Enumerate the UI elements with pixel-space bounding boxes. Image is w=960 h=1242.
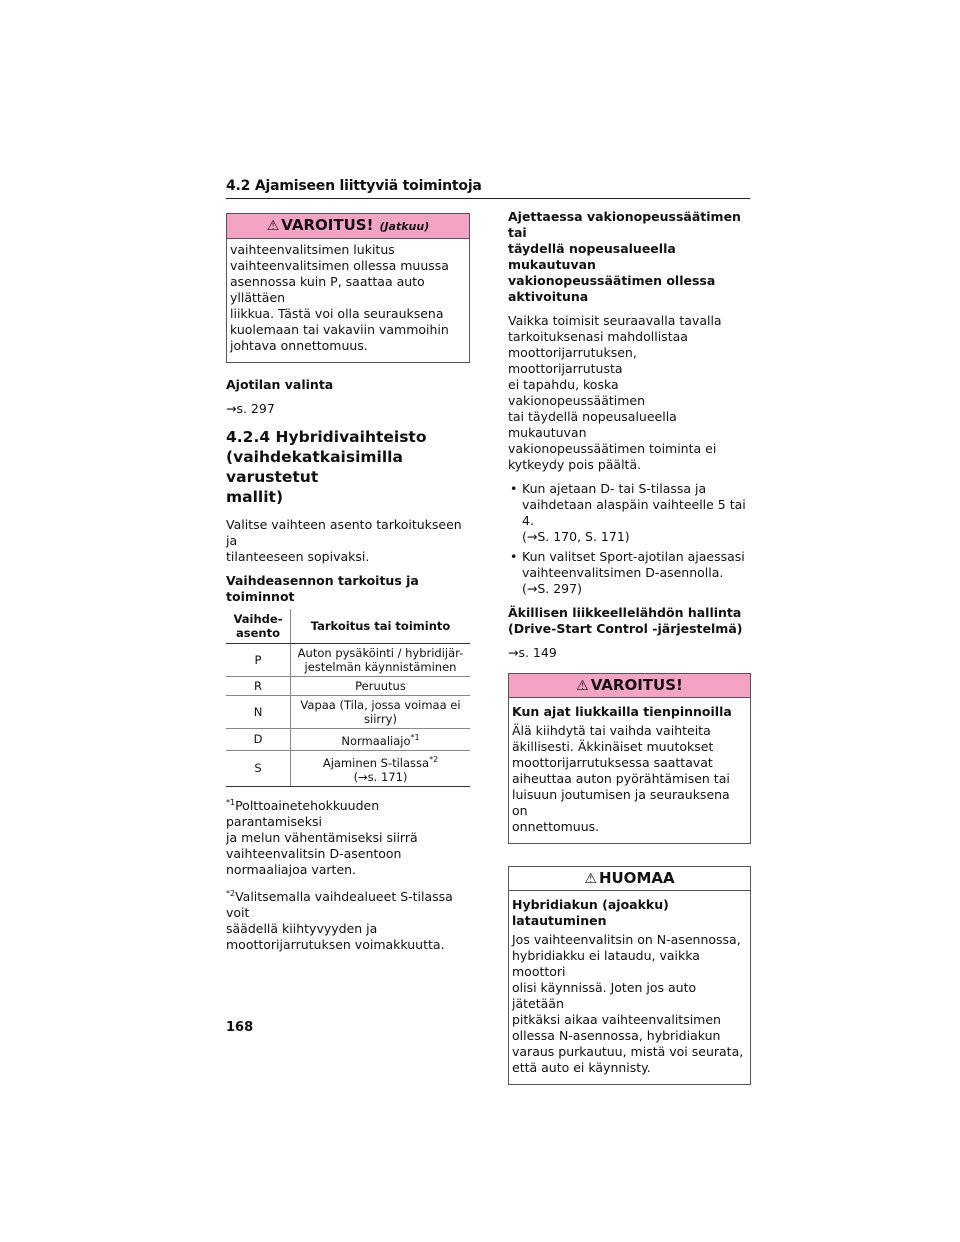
warning-subheading: Kun ajat liukkailla tienpinnoilla bbox=[512, 704, 732, 719]
warning-line: liikkua. Tästä voi olla seurauksena bbox=[230, 306, 444, 321]
para-line: moottorijarrutuksen, moottorijarrutusta bbox=[508, 345, 637, 376]
warning-line: johtava onnettomuus. bbox=[230, 338, 368, 353]
footnote-line: Polttoainetehokkuuden parantamiseksi bbox=[226, 797, 380, 829]
warning-line: moottorijarrutuksessa saattavat bbox=[512, 755, 713, 770]
caution-triangle-icon: ⚠ bbox=[584, 871, 597, 887]
warning-title: VAROITUS! bbox=[281, 216, 374, 234]
intro-line: Valitse vaihteen asento tarkoitukseen ja bbox=[226, 517, 462, 548]
para-line: tai täydellä nopeusalueella mukautuvan bbox=[508, 409, 677, 440]
warning-line: asennossa kuin P, saattaa auto yllättäen bbox=[230, 274, 425, 305]
table-row bbox=[226, 750, 470, 786]
note-box bbox=[508, 866, 751, 1085]
warning-line: vaihteenvalitsimen ollessa muussa bbox=[230, 258, 449, 273]
warning-title: VAROITUS! bbox=[590, 676, 683, 694]
heading-line: (Drive-Start Control -järjestelmä) bbox=[508, 621, 743, 636]
warning-triangle-icon: ⚠ bbox=[576, 678, 589, 694]
para-line: vakionopeussäätimen toiminta ei bbox=[508, 441, 717, 456]
note-subheading: Hybridiakun (ajoakku) latautuminen bbox=[512, 897, 669, 928]
heading-line: aktivoituna bbox=[508, 289, 589, 304]
note-line: hybridiakku ei lataudu, vaikka moottori bbox=[512, 948, 700, 979]
bullet-line: • Kun valitset Sport-ajotilan ajaessasi bbox=[522, 549, 745, 564]
cruise-paragraph bbox=[508, 313, 751, 473]
section-title-line: 4.2.4 Hybridivaihteisto bbox=[226, 428, 427, 446]
heading-line: vakionopeussäätimen ollessa bbox=[508, 273, 716, 288]
para-line: tarkoituksenasi mahdollistaa bbox=[508, 329, 688, 344]
function-line: jestelmän käynnistäminen bbox=[304, 660, 457, 674]
bullet-line: vaihdetaan alaspäin vaihteelle 5 tai 4. bbox=[522, 497, 746, 528]
list-item bbox=[508, 481, 751, 545]
para-line: Vaikka toimisit seuraavalla tavalla bbox=[508, 313, 722, 328]
section-title-line: mallit) bbox=[226, 488, 284, 506]
gear-position: P bbox=[226, 644, 291, 677]
heading-line: Ajettaessa vakionopeussäätimen tai bbox=[508, 209, 741, 240]
note-title: HUOMAA bbox=[598, 869, 675, 887]
function-line: Peruutus bbox=[355, 679, 406, 693]
warning-triangle-icon: ⚠ bbox=[266, 218, 280, 234]
page-number: 168 bbox=[226, 1020, 254, 1035]
intro-line: tilanteeseen sopivaksi. bbox=[226, 549, 370, 564]
note-line: ollessa N-asennossa, hybridiakun bbox=[512, 1028, 721, 1043]
note-title-bar bbox=[509, 867, 750, 891]
gear-position: R bbox=[226, 677, 291, 696]
cruise-heading bbox=[508, 209, 751, 305]
continued-label: (Jatkuu) bbox=[379, 220, 430, 233]
warning-body bbox=[509, 698, 750, 843]
bullet-line: vaihteenvalitsimen D-asennolla. bbox=[522, 565, 724, 580]
drive-mode-ref[interactable]: →s. 297 bbox=[226, 401, 275, 416]
footnote-mark: *2 bbox=[226, 888, 236, 898]
warning-title-bar bbox=[227, 214, 469, 239]
warning-box-continued bbox=[226, 213, 470, 363]
gear-function bbox=[291, 644, 471, 677]
table-header-position: Vaihde- asento bbox=[226, 609, 291, 644]
list-item bbox=[508, 549, 751, 597]
note-line: varaus purkautuu, mistä voi seurata, bbox=[512, 1044, 744, 1059]
footnote-mark: *2 bbox=[429, 754, 439, 764]
warning-line: äkillisesti. Äkkinäiset muutokset bbox=[512, 739, 714, 754]
gear-position: D bbox=[226, 729, 291, 751]
warning-line: onnettomuus. bbox=[512, 819, 600, 834]
function-line: Ajaminen S-tilassa bbox=[322, 755, 430, 770]
dsc-ref[interactable]: →s. 149 bbox=[508, 645, 557, 660]
right-column bbox=[508, 209, 751, 1085]
warning-line: aiheuttaa auton pyörähtämisen tai bbox=[512, 771, 730, 786]
gear-function bbox=[291, 729, 471, 751]
table-row bbox=[226, 696, 470, 729]
para-line: ei tapahdu, koska vakionopeussäätimen bbox=[508, 377, 646, 408]
page-header: 4.2 Ajamiseen liittyviä toimintoja bbox=[226, 178, 750, 199]
footnote-line: ja melun vähentämiseksi siirrä bbox=[226, 829, 418, 845]
drive-mode-heading: Ajotilan valinta bbox=[226, 377, 334, 392]
gear-function bbox=[291, 750, 471, 786]
footnote-1 bbox=[226, 795, 470, 878]
note-line: että auto ei käynnisty. bbox=[512, 1060, 651, 1075]
heading-line: täydellä nopeusalueella mukautuvan bbox=[508, 241, 676, 272]
section-title bbox=[226, 427, 470, 507]
footnote-mark: *1 bbox=[410, 733, 420, 742]
warning-line: kuolemaan tai vakaviin vammoihin bbox=[230, 322, 449, 337]
table-heading: Vaihdeasennon tarkoitus ja toiminnot bbox=[226, 573, 419, 604]
function-line: Auton pysäköinti / hybridijär- bbox=[297, 646, 464, 660]
section-intro bbox=[226, 517, 470, 565]
note-line: pitkäksi aikaa vaihteenvalitsimen bbox=[512, 1012, 721, 1027]
bullet-ref[interactable]: (→S. 170, S. 171) bbox=[522, 529, 630, 544]
left-column bbox=[226, 213, 470, 961]
bullet-ref[interactable]: (→S. 297) bbox=[522, 581, 582, 596]
gear-function bbox=[291, 677, 471, 696]
table-row bbox=[226, 729, 470, 751]
function-line: Vapaa (Tila, jossa voimaa ei bbox=[300, 698, 461, 712]
warning-line: vaihteenvalitsimen lukitus bbox=[230, 242, 395, 257]
cruise-bullets bbox=[508, 481, 751, 597]
gear-position: N bbox=[226, 696, 291, 729]
function-line: Normaaliajo bbox=[341, 733, 411, 748]
warning-line: Älä kiihdytä tai vaihda vaihteita bbox=[512, 723, 711, 738]
gear-table bbox=[226, 609, 470, 787]
heading-line: Äkillisen liikkeellelähdön hallinta bbox=[508, 605, 742, 620]
note-body bbox=[509, 891, 750, 1084]
footnote-line: säädellä kiihtyvyyden ja bbox=[226, 920, 378, 936]
note-line: Jos vaihteenvalitsin on N-asennossa, bbox=[512, 932, 741, 947]
warning-body bbox=[227, 239, 469, 362]
table-row bbox=[226, 677, 470, 696]
warning-box bbox=[508, 673, 751, 844]
footnote-2 bbox=[226, 886, 470, 953]
table-header-function: Tarkoitus tai toiminto bbox=[291, 609, 471, 644]
function-line-ref[interactable]: (→s. 171) bbox=[353, 769, 408, 784]
section-title-line: (vaihdekatkaisimilla varustetut bbox=[226, 448, 403, 486]
footnote-line: moottorijarrutuksen voimakkuutta. bbox=[226, 936, 445, 952]
bullet-line: • Kun ajetaan D- tai S-tilassa ja bbox=[522, 481, 707, 496]
warning-title-bar bbox=[509, 674, 750, 698]
warning-line: luisuun joutumisen ja seurauksena on bbox=[512, 787, 730, 818]
table-row bbox=[226, 644, 470, 677]
function-line: siirry) bbox=[364, 712, 397, 726]
gear-function bbox=[291, 696, 471, 729]
footnote-line: Valitsemalla vaihdealueet S-tilassa voit bbox=[226, 888, 453, 920]
note-line: olisi käynnissä. Joten jos auto jätetään bbox=[512, 980, 697, 1011]
dsc-heading bbox=[508, 605, 751, 637]
footnote-mark: *1 bbox=[226, 797, 236, 807]
gear-position: S bbox=[226, 750, 291, 786]
footnote-line: vaihteenvalitsin D-asentoon bbox=[226, 845, 402, 861]
footnote-line: normaaliajoa varten. bbox=[226, 861, 357, 877]
para-line: kytkeydy pois päältä. bbox=[508, 457, 642, 472]
